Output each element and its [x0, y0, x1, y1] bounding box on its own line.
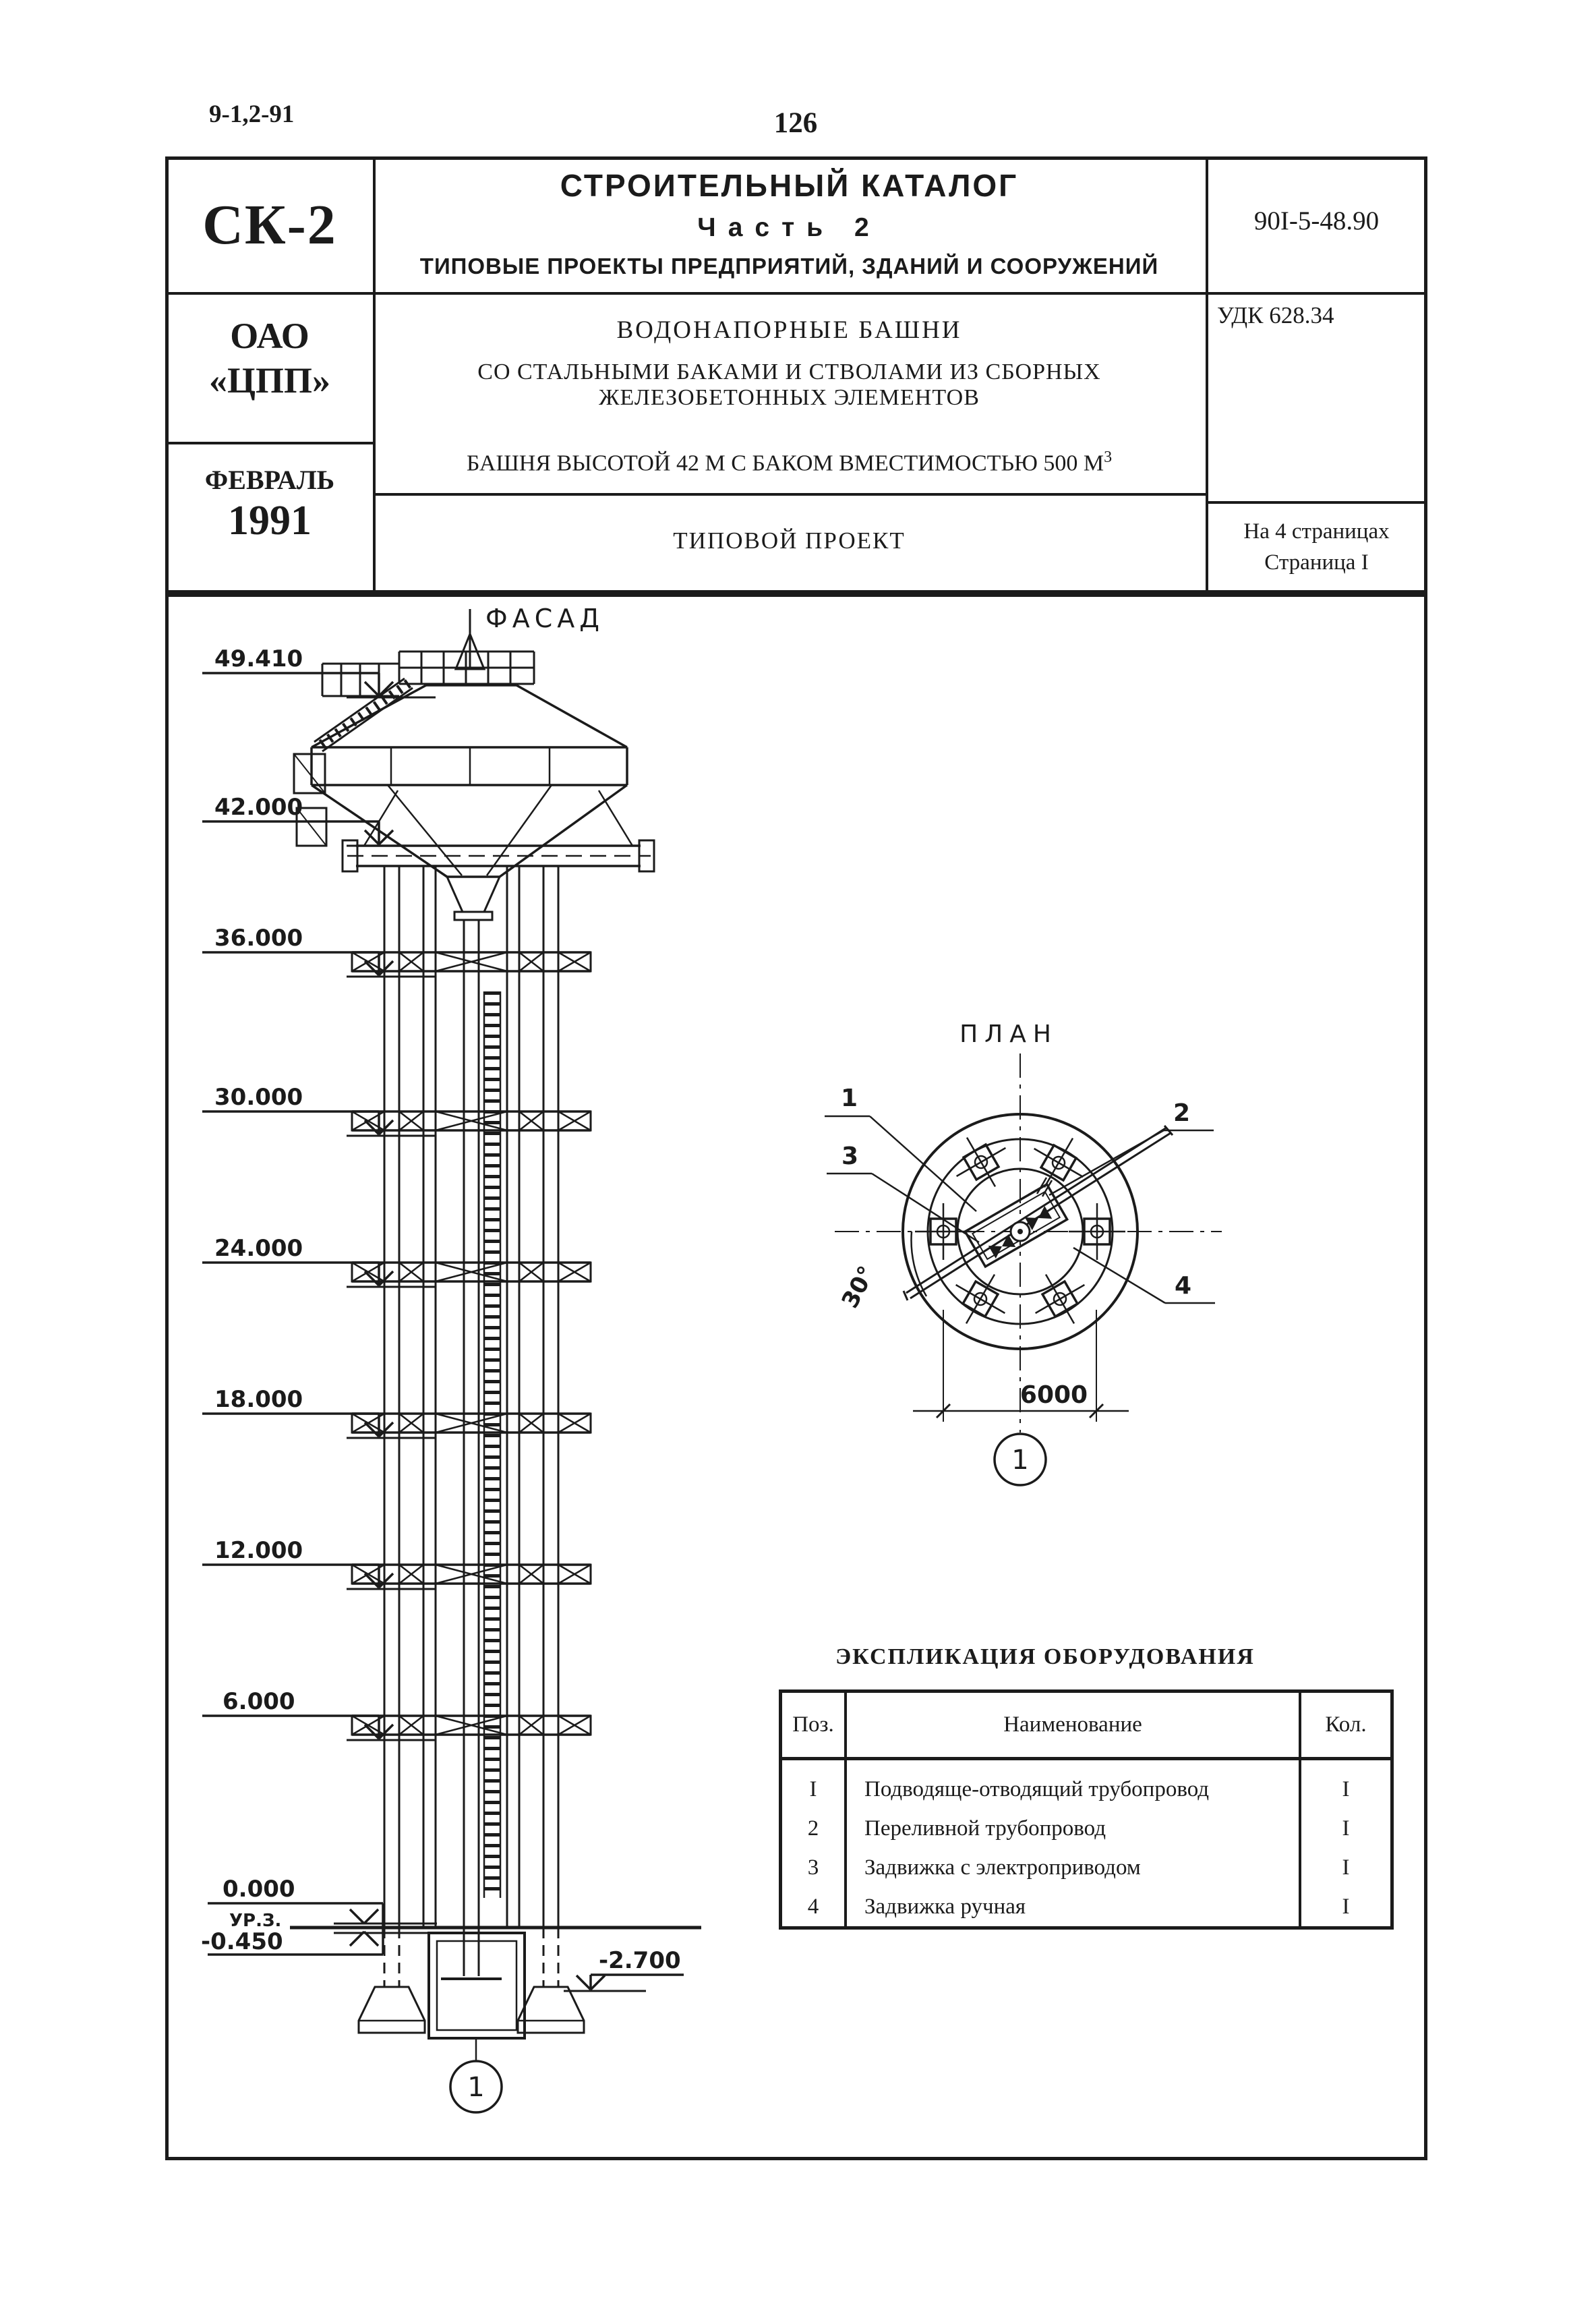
- plan-axis-number: 1: [1011, 1445, 1029, 1476]
- row-qty: I: [1342, 1816, 1350, 1841]
- angle-label: 30°: [836, 1261, 881, 1313]
- elevation-label: 49.410: [214, 645, 303, 672]
- row-name: Задвижка ручная: [864, 1895, 1026, 1919]
- issue-month: ФЕВРАЛЬ: [204, 465, 335, 495]
- col-header-qty: Кол.: [1325, 1712, 1367, 1737]
- shaft-columns: [384, 866, 558, 1928]
- equipment-table-header: [782, 1693, 1390, 1760]
- doc-type: ТИПОВОЙ ПРОЕКТ: [673, 527, 906, 554]
- tank-bottom-cone: [312, 785, 627, 877]
- issue-year: 1991: [228, 498, 312, 544]
- row-pos: 2: [807, 1816, 819, 1841]
- shaft-platforms: [352, 952, 591, 1735]
- row-name: Переливной трубопровод: [864, 1816, 1106, 1841]
- row-pos: I: [809, 1777, 817, 1801]
- row-pos: 3: [807, 1855, 819, 1880]
- elevation-label: 18.000: [214, 1386, 303, 1413]
- row-name: Подводяще-отводящий трубопровод: [864, 1777, 1210, 1801]
- udk-code: УДК 628.34: [1217, 302, 1334, 328]
- facade-label: ФАСАД: [485, 604, 604, 633]
- project-title-line3-text: БАШНЯ ВЫСОТОЙ 42 М С БАКОМ ВМЕСТИМОСТЬЮ 500 М: [466, 451, 1104, 476]
- catalog-subtitle: ТИПОВЫЕ ПРОЕКТЫ ПРЕДПРИЯТИЙ, ЗДАНИЙ И СООРУЖЕНИЙ: [419, 254, 1159, 279]
- facade-axis-number: 1: [467, 2072, 485, 2103]
- dimension-label: 6000: [1019, 1381, 1088, 1409]
- elevation-label: 6.000: [223, 1688, 295, 1715]
- plan-center-hub: [1011, 1222, 1030, 1241]
- tank-roof: [312, 685, 627, 747]
- zero-label: 0.000: [223, 1876, 295, 1903]
- row-name: Задвижка с электроприводом: [864, 1855, 1141, 1880]
- ground-label: УР.З.: [229, 1911, 282, 1931]
- row-qty: I: [1342, 1777, 1350, 1801]
- cubic-meter-sup: 3: [1104, 449, 1113, 466]
- pit-level-mark: [564, 1947, 684, 1991]
- catalog-part: Часть 2: [697, 213, 881, 242]
- catalog-title: СТРОИТЕЛЬНЫЙ КАТАЛОГ: [560, 168, 1019, 203]
- plan-drawing: [825, 1020, 1222, 1485]
- project-title-line1: ВОДОНАПОРНЫЕ БАШНИ: [616, 316, 962, 344]
- qty-column: [1301, 1760, 1390, 1926]
- zero-level-mark: [201, 1876, 437, 1955]
- elevation-label: 42.000: [214, 794, 303, 821]
- project-title-line2: СО СТАЛЬНЫМИ БАКАМИ И СТВОЛАМИ ИЗ СБОРНЫХ ЖЕЛЕЗОБЕТОННЫХ ЭЛЕМЕНТОВ: [477, 359, 1101, 410]
- minus-level-label: -0.450: [201, 1928, 283, 1955]
- pages-info-line2: Страница I: [1264, 550, 1369, 575]
- elevation-marks: [201, 645, 684, 1991]
- col-header-pos: Поз.: [782, 1693, 847, 1757]
- org-line2: «ЦПП»: [208, 360, 330, 401]
- plan-angle: [837, 1232, 926, 1312]
- row-qty: I: [1342, 1855, 1350, 1880]
- plan-label: ПЛАН: [959, 1020, 1058, 1048]
- tank-shell: [312, 747, 627, 785]
- page-number: 126: [773, 107, 818, 139]
- equipment-table: [779, 1689, 1394, 1930]
- doc-number: 90I-5-48.90: [1253, 206, 1380, 235]
- tank-spire: [456, 609, 484, 669]
- elevation-label: 36.000: [214, 925, 303, 952]
- pages-info-line1: На 4 страницах: [1243, 519, 1390, 544]
- elevation-label: 24.000: [214, 1235, 303, 1262]
- callout-2: 2: [1173, 1099, 1191, 1127]
- name-column: [847, 1760, 1301, 1926]
- series-code: СК-2: [202, 194, 337, 256]
- facade-axis-marker: [450, 2040, 502, 2112]
- foundation: [359, 1928, 584, 2038]
- elevation-label: 12.000: [214, 1537, 303, 1564]
- pos-column: [782, 1760, 847, 1926]
- callout-1: 1: [841, 1085, 858, 1112]
- facade-drawing: [290, 604, 701, 2112]
- equipment-table-title: ЭКСПЛИКАЦИЯ ОБОРУДОВАНИЯ: [835, 1644, 1255, 1669]
- elevation-label: 30.000: [214, 1084, 303, 1111]
- row-qty: I: [1342, 1895, 1350, 1919]
- plan-axis-marker: [995, 1434, 1046, 1485]
- org-line1: ОАО: [230, 316, 309, 356]
- sheet-code: 9-1,2-91: [209, 100, 295, 128]
- pit-level-label: -2.700: [599, 1947, 681, 1974]
- callout-3: 3: [841, 1143, 859, 1170]
- equipment-table-body: [782, 1760, 1390, 1926]
- row-pos: 4: [807, 1895, 819, 1919]
- callout-4: 4: [1175, 1272, 1192, 1300]
- col-header-name: Наименование: [847, 1693, 1301, 1757]
